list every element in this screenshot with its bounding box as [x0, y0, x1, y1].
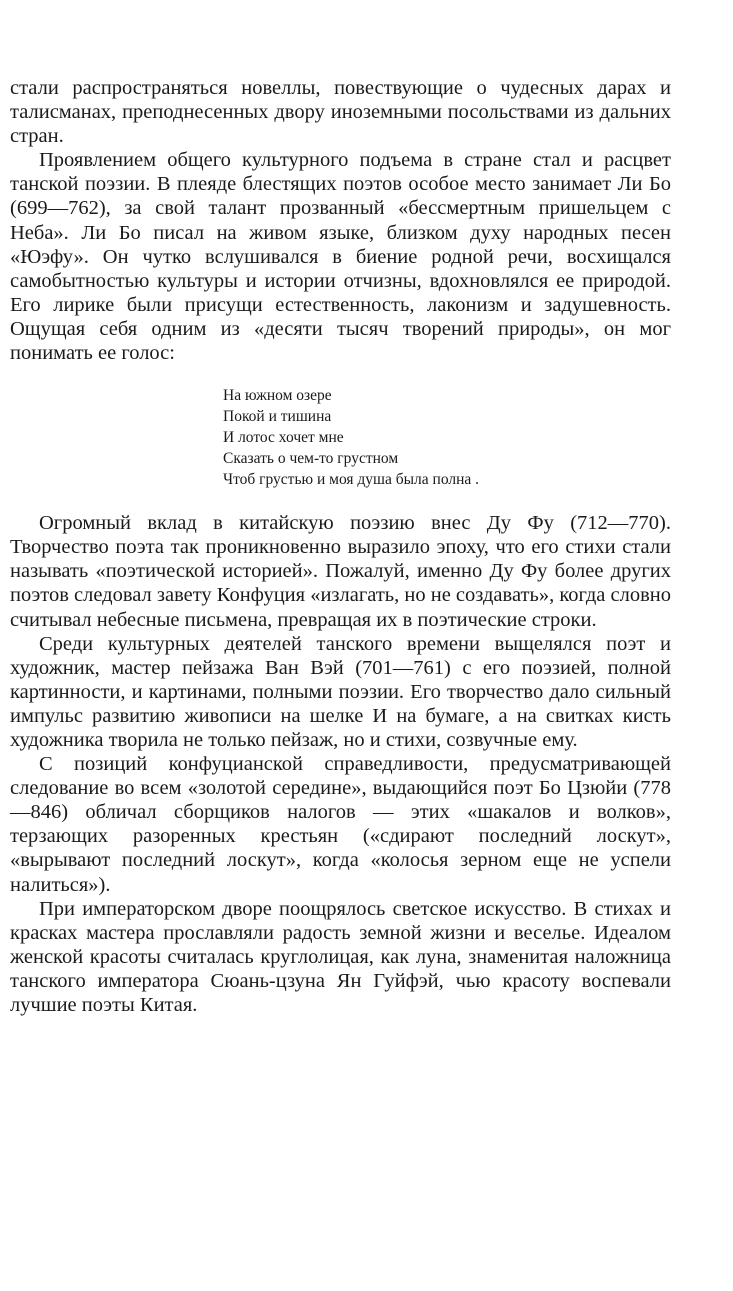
- paragraph-wang-wei: Среди культурных деятелей танского времени выщелялся поэт и художник, мастер пейзажа Ван Вэй (701—761) с его поэзией, полной картинности, и картинами, полными поэзии. Его творчество дало сильный импульс развитию живописи на шелке И на бумаге, а на свитках кисть художника творила не только пейзаж, но и стихи, созвучные ему.: [10, 632, 671, 751]
- poem-line: И лотос хочет мне: [223, 429, 344, 447]
- poem-quote: [223, 385, 671, 490]
- poem-line: Чтоб грустью и моя душа была полна .: [223, 471, 480, 489]
- paragraph-li-bo: Проявлением общего культурного подъема в стране стал и расцвет танской поэзии. В плеяде блестящих поэтов особое место занимает Ли Бо (699—762), за свой талант прозванный «бессмертным пришельцем с Неба». Ли Бо писал на живом языке, близком духу народных песен «Юэфу». Он чутко вслушивался в биение родной речи, восхищался самобытностью культуры и истории отчизны, вдохновлялся ее природой. Его лирике были присущи естественность, лаконизм и задушевность. Ощущая себя одним из «десяти тысяч творений природы», он мог понимать ее голос:: [10, 149, 671, 365]
- poem-line: Покой и тишина: [223, 408, 332, 426]
- paragraph-du-fu: Огромный вклад в китайскую поэзию внес Ду Фу (712—770). Творчество поэта так проникновенно выразило эпоху, что его стихи стали называть «поэтической историей». Пожалуй, именно Ду Фу более других поэтов следовал завету Конфуция «излагать, но не создавать», когда словно считывал небесные письмена, превращая их в поэтические строки.: [10, 512, 672, 631]
- paragraph-court-art: При императорском дворе поощрялось светское искусство. В стихах и красках мастера прославляли радость земной жизни и веселье. Идеалом женской красоты считалась круглолицая, как луна, знаменитая наложница танского императора Сюань-цзуна Ян Гуйфэй, чью красоту воспевали лучшие поэты Китая.: [10, 897, 671, 1016]
- poem-line: Сказать о чем-то грустном: [223, 450, 399, 468]
- poem-line: На южном озере: [223, 387, 332, 405]
- page-body: [10, 76, 671, 1017]
- paragraph-continuation: стали распространяться новеллы, повествующие о чудесных дарах и талисманах, преподнесенных двору иноземными посольствами из дальних стран.: [10, 77, 671, 148]
- paragraph-bo-juyi: С позиций конфуцианской справедливости, предусматривающей следование во всем «золотой середине», выдающийся поэт Бо Цзюйи (778—846) обличал сборщиков налогов — этих «шакалов и волков», терзающих разоренных крестьян («сдирают последний лоскут», «вырывают последний лоскут», когда «колосья зерном еще не успели налиться»).: [10, 753, 671, 896]
